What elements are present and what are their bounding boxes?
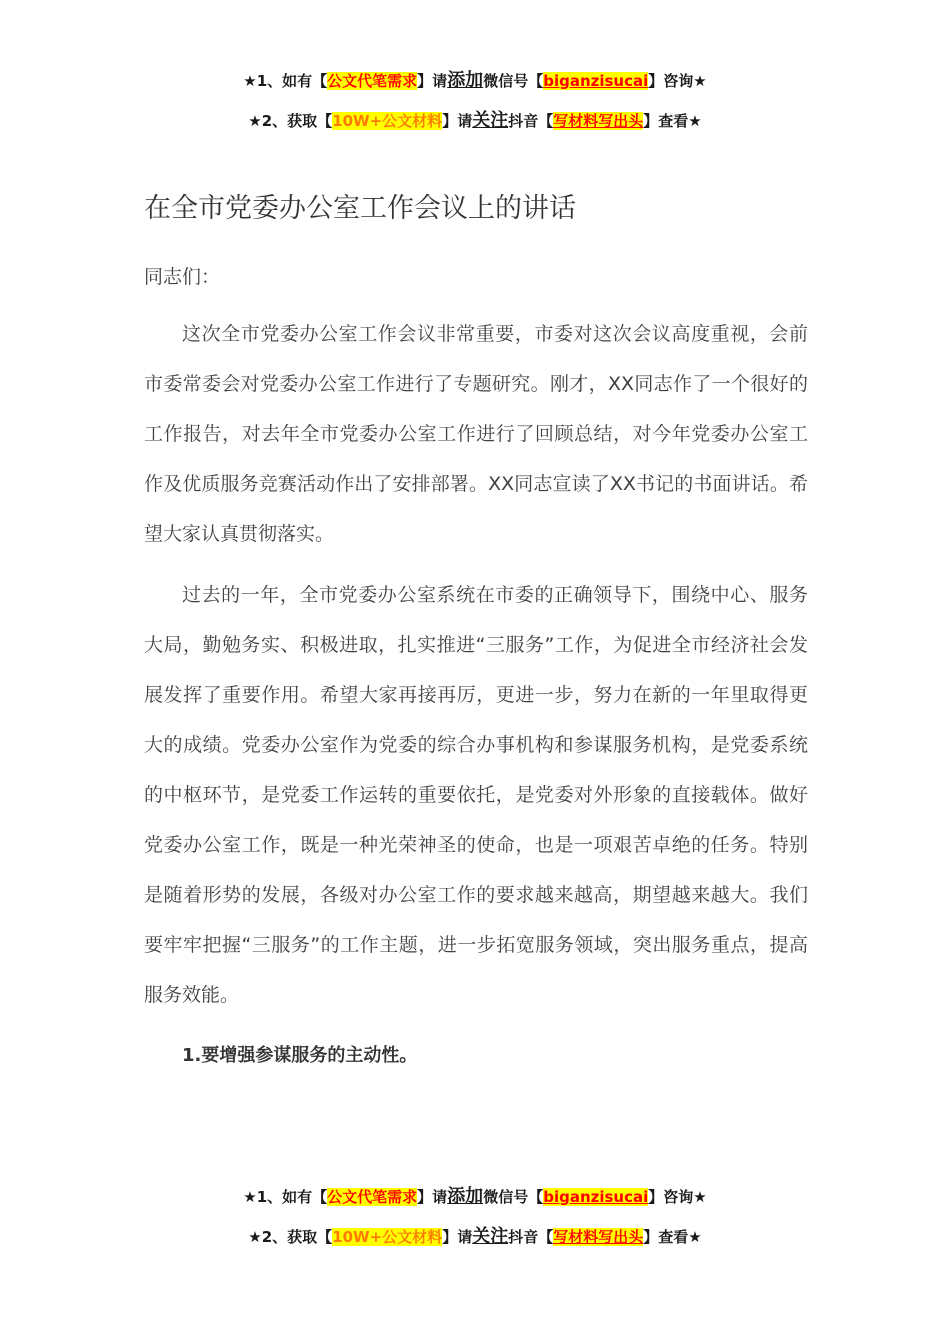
banner-text: ★2、获取【 [248, 1228, 333, 1246]
banner-text: ★2、获取【 [248, 112, 333, 130]
section-heading-1: 1.要增强参谋服务的主动性。 [182, 1045, 418, 1066]
banner-text: 】请 [417, 72, 448, 90]
banner-line-1 [0, 1186, 950, 1208]
highlight-materials: 10W+公文材料 [332, 112, 443, 130]
highlight-service: 公文代笔需求 [327, 1188, 418, 1206]
paragraph-1: 这次全市党委办公室工作会议非常重要，市委对这次会议高度重视，会前市委常委会对党委办公室工作进行了专题研究。刚才，XX同志作了一个很好的工作报告，对去年全市党委办公室工作进行了回顾总结，对今年党委办公室工作及优质服务竞赛活动作出了安排部署。XX同志宣读了XX书记的书面讲话。希望大家认真贯彻落实。 [144, 323, 808, 545]
banner-text: 微信号【 [483, 72, 544, 90]
douyin-account-link[interactable]: 写材料写出头 [553, 112, 644, 130]
wechat-id-link[interactable]: biganzisucai [543, 1188, 649, 1206]
banner-text: 抖音【 [508, 112, 554, 130]
banner-text: ★1、如有【 [243, 1188, 328, 1206]
add-emphasis: 添加 [447, 70, 484, 91]
banner-line-1 [0, 70, 950, 92]
banner-text: 抖音【 [508, 1228, 554, 1246]
greeting: 同志们： [144, 266, 221, 288]
follow-emphasis: 关注 [472, 1226, 509, 1247]
banner-text: ★1、如有【 [243, 72, 328, 90]
banner-line-2 [0, 1226, 950, 1248]
follow-emphasis: 关注 [472, 110, 509, 131]
douyin-account-link[interactable]: 写材料写出头 [553, 1228, 644, 1246]
banner-line-2 [0, 110, 950, 132]
banner-text: 】查看★ [643, 112, 702, 130]
paragraph-2: 过去的一年，全市党委办公室系统在市委的正确领导下，围绕中心、服务大局，勤勉务实、积极进取，扎实推进“三服务”工作，为促进全市经济社会发展发挥了重要作用。希望大家再接再厉，更进一步，努力在新的一年里取得更大的成绩。党委办公室作为党委的综合办事机构和参谋服务机构，是党委系统的中枢环节，是党委工作运转的重要依托，是党委对外形象的直接载体。做好党委办公室工作，既是一种光荣神圣的使命，也是一项艰苦卓绝的任务。特别是随着形势的发展，各级对办公室工作的要求越来越高，期望越来越大。我们要牢牢把握“三服务”的工作主题，进一步拓宽服务领域，突出服务重点，提高服务效能。 [144, 584, 808, 1006]
add-emphasis: 添加 [447, 1186, 484, 1207]
banner-text: 】请 [442, 112, 473, 130]
banner-text: 微信号【 [483, 1188, 544, 1206]
highlight-service: 公文代笔需求 [327, 72, 418, 90]
banner-text: 】咨询★ [648, 1188, 707, 1206]
banner-text: 】咨询★ [648, 72, 707, 90]
wechat-id-link[interactable]: biganzisucai [543, 72, 649, 90]
highlight-materials: 10W+公文材料 [332, 1228, 443, 1246]
banner-text: 】请 [442, 1228, 473, 1246]
document-title: 在全市党委办公室工作会议上的讲话 [144, 193, 576, 224]
banner-text: 】请 [417, 1188, 448, 1206]
banner-text: 】查看★ [643, 1228, 702, 1246]
